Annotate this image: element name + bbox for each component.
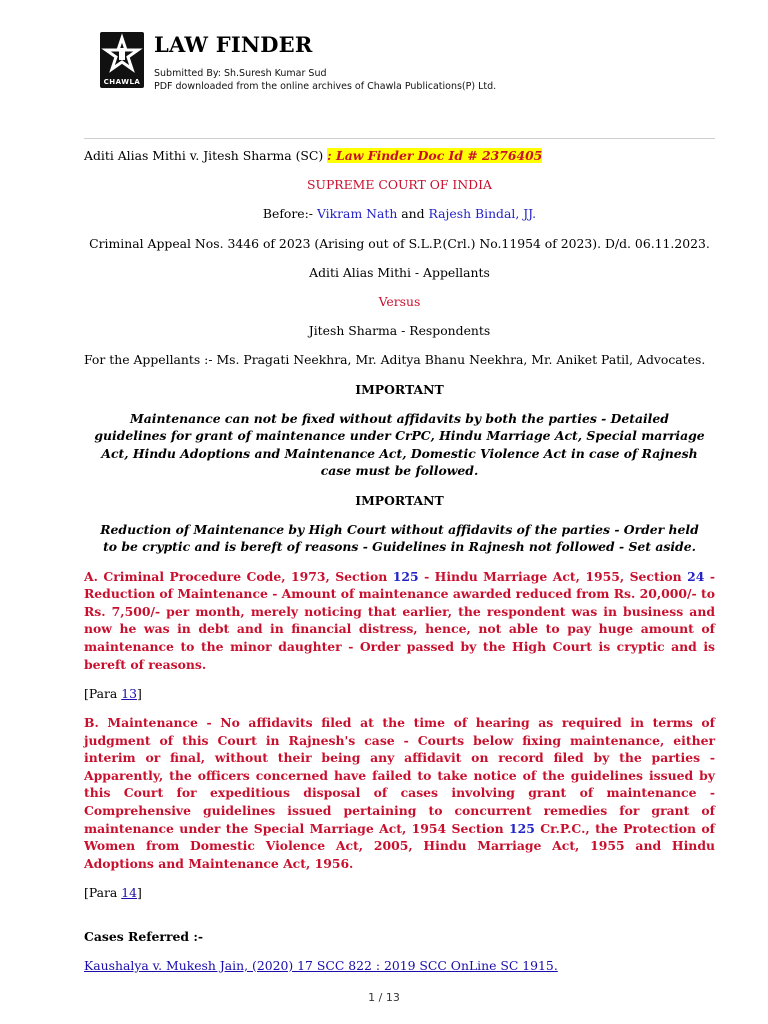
before-label: Before:- (262, 206, 313, 222)
para-label: [Para (84, 884, 118, 900)
case-title-line (84, 147, 715, 165)
header-divider (84, 138, 715, 139)
section-125-link-b[interactable]: 125 (509, 820, 535, 836)
law-finder-logo (100, 32, 144, 88)
brand-title: LAW FINDER (154, 32, 313, 57)
court-name: SUPREME COURT OF INDIA (307, 177, 492, 193)
and-word: and (401, 206, 425, 222)
doc-id-highlight: : Law Finder Doc Id # 2376405 (327, 148, 543, 163)
cases-referred-heading: Cases Referred :- (84, 928, 204, 944)
respondents: Jitesh Sharma - Respondents (308, 323, 491, 339)
versus: Versus (378, 293, 421, 309)
headnote-b (84, 714, 715, 872)
headnote-a-part3: - Reduction of Maintenance - Amount of maintenance awarded reduced from Rs. 20,000/- to Rs. 7,500/- per month, merely noticing that earlier, the respondent was in business and now he was in debt and in financial distress, hence, not able to pay huge amount of maintenance to the minor daughter - Order passed by the High Court is cryptic and is bereft of reasons. (84, 568, 715, 672)
para-ref-a (84, 685, 715, 703)
important-heading-1: IMPORTANT (355, 381, 444, 397)
appellants: Aditi Alias Mithi - Appellants (309, 264, 490, 280)
case-reference-item (84, 957, 715, 975)
important-heading-2: IMPORTANT (355, 492, 444, 508)
headnote-b-part1: B. Maintenance - No affidavits filed at the time of hearing as required in terms of judgment of this Court in Rajnesh's case - Courts below fixing maintenance, either interim or final, without their being any affidavit on record filed by the parties - Apparently, the officers concerned have failed to take notice of the guidelines issued by this Court for expeditious disposal of cases involving grant of maintenance - Comprehensive guidelines issued pertaining to concurrent remedies for grant of maintenance under the Special Marriage Act, 1954 Section (84, 714, 715, 836)
headnote-b-part2: Cr.P.C., the Protection of Women from Domestic Violence Act, 2005, Hindu Marriage Act, 1955 and Hindu Adoptions and Maintenance Act, 1956. (84, 820, 716, 871)
headnote-a-part2: - Hindu Marriage Act, 1955, Section (424, 568, 682, 584)
section-24-link[interactable]: 24 (687, 568, 705, 584)
document-body (84, 147, 715, 986)
headnote-a (84, 568, 715, 674)
star-logo-icon (100, 32, 144, 76)
judge-2: Rajesh Bindal, JJ. (428, 206, 537, 222)
para-close: ] (137, 884, 142, 900)
case-reference-link[interactable]: Kaushalya v. Mukesh Jain, (2020) 17 SCC 822 : 2019 SCC OnLine SC 1915. (84, 957, 558, 973)
para-ref-b (84, 884, 715, 902)
para-close: ] (137, 685, 142, 701)
judge-1: Vikram Nath (316, 206, 398, 222)
para-13-link[interactable]: 13 (121, 685, 138, 701)
bench-line (84, 205, 715, 223)
page-indicator: 1 / 13 (368, 991, 400, 1004)
submitted-by: Submitted By: Sh.Suresh Kumar Sud (154, 68, 327, 79)
para-14-link[interactable]: 14 (121, 884, 138, 900)
document-header (100, 30, 720, 100)
appeal-details: Criminal Appeal Nos. 3446 of 2023 (Arising out of S.L.P.(Crl.) No.11954 of 2023). D/d. 06.11.2023. (89, 235, 710, 251)
section-125-link[interactable]: 125 (392, 568, 419, 584)
counsel-line: For the Appellants :- Ms. Pragati Neekhra, Mr. Aditya Bhanu Neekhra, Mr. Aniket Patil, Advocates. (84, 352, 706, 368)
headnote-a-part1: A. Criminal Procedure Code, 1973, Section (84, 568, 388, 584)
summary-1: Maintenance can not be fixed without affidavits by both the parties - Detailed guidelines for grant of maintenance under CrPC, Hindu Marriage Act, Special marriage Act, Hindu Adoptions and Maintenance Act, Domestic Violence Act in case of Rajnesh case must be followed. (94, 410, 705, 479)
case-title: Aditi Alias Mithi v. Jitesh Sharma (SC) (84, 148, 324, 163)
summary-2: Reduction of Maintenance by High Court without affidavits of the parties - Order held to be cryptic and is bereft of reasons - Guidelines in Rajnesh not followed - Set aside. (100, 521, 699, 555)
logo-text: CHAWLA (103, 78, 141, 86)
source-note: PDF downloaded from the online archives of Chawla Publications(P) Ltd. (154, 81, 497, 92)
para-label: [Para (84, 685, 118, 701)
